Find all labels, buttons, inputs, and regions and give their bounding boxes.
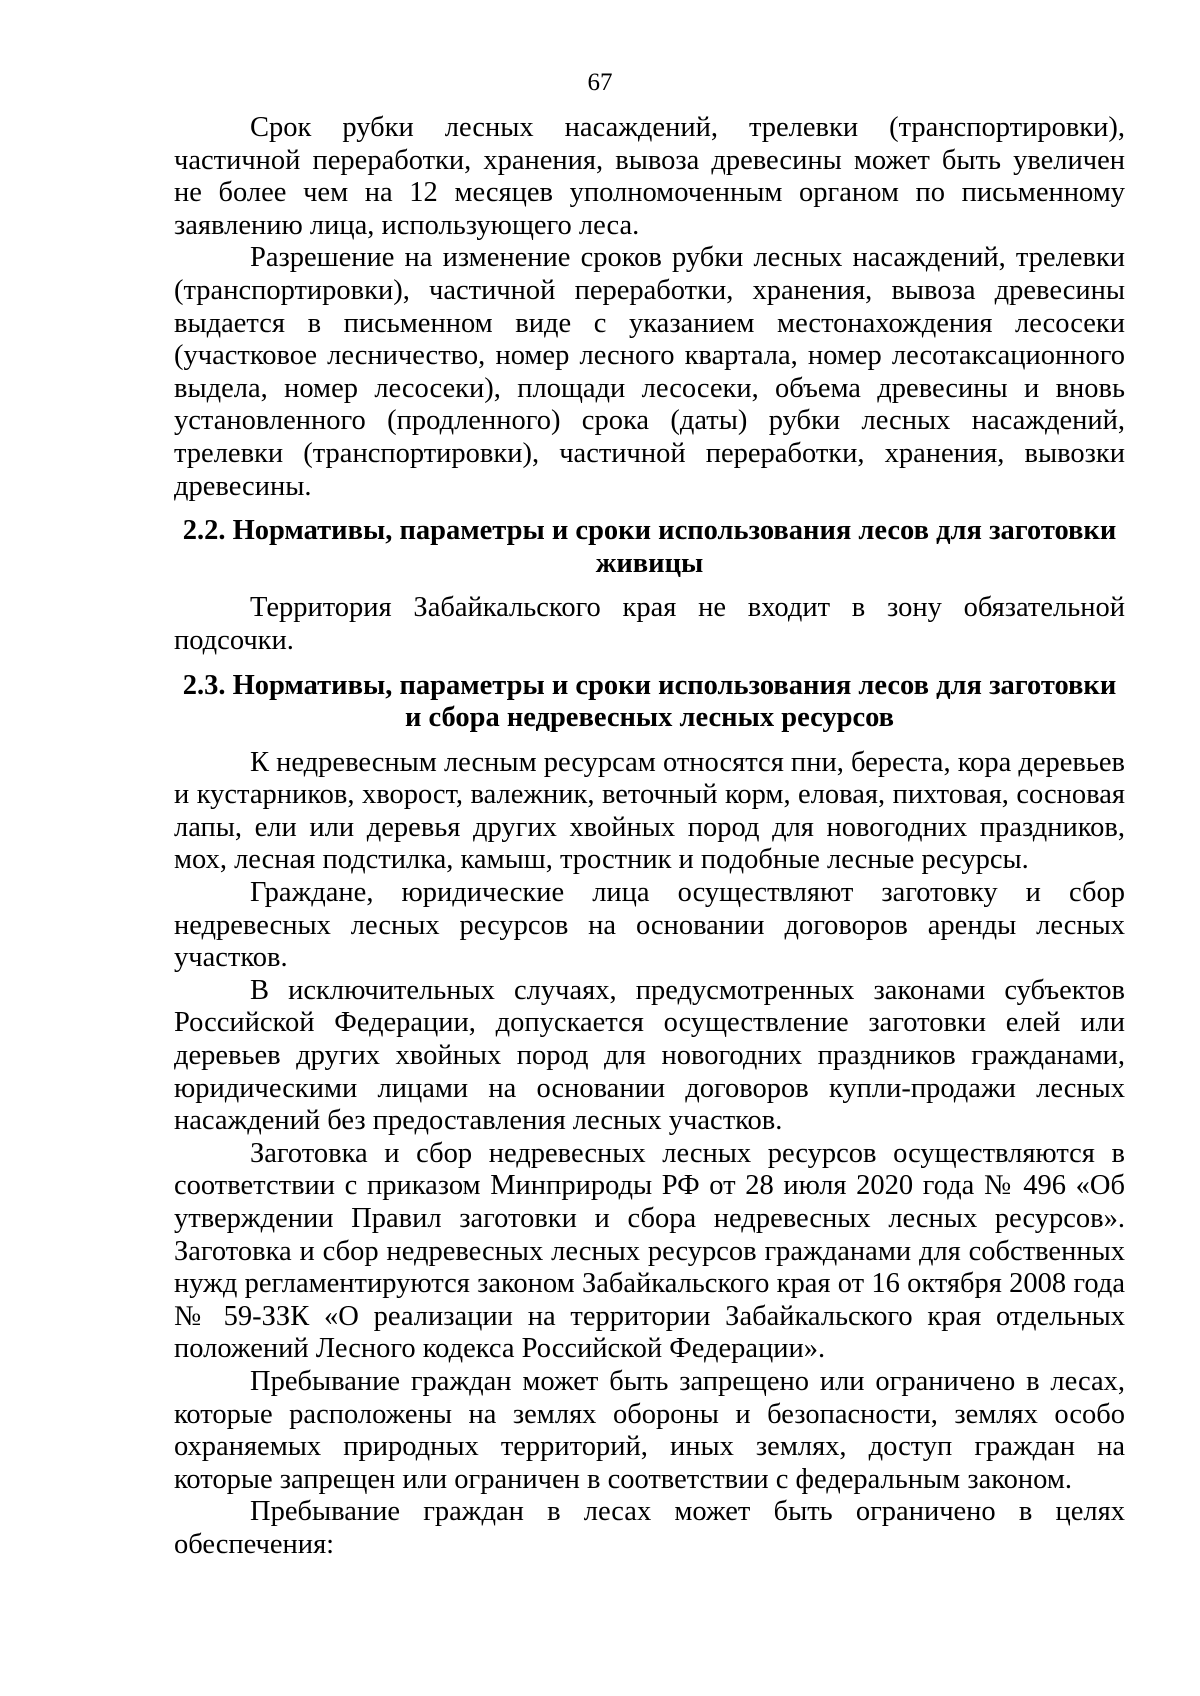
paragraph: Граждане, юридические лица осуществляют заготовку и сбор недревесных лесных ресурсов на основании договоров аренды лесных участков. xyxy=(174,877,1125,974)
section-heading-2-2: 2.2. Нормативы, параметры и сроки использования лесов для заготовки живицы xyxy=(182,515,1117,579)
paragraph: В исключительных случаях, предусмотренных законами субъектов Российской Федерации, допускается осуществление заготовки елей или деревьев других хвойных пород для новогодних праздников гражданами, юридическими лицами на основании договоров купли-продажи лесных насаждений без предоставления лесных участков. xyxy=(174,974,1125,1137)
paragraph: Заготовка и сбор недревесных лесных ресурсов осуществляются в соответствии с приказом Минприроды РФ от 28 июля 2020 года № 496 «Об утверждении Правил заготовки и сбора недревесных лесных ресурсов». Заготовка и сбор недревесных лесных ресурсов гражданами для собственных нужд регламентируются законом Забайкальского края от 16 октября 2008 года № 59-ЗЗК «О реализации на территории Забайкальского края отдельных положений Лесного кодекса Российской Федерации». xyxy=(174,1137,1125,1365)
paragraph: К недревесным лесным ресурсам относятся пни, береста, кора деревьев и кустарников, хворост, валежник, веточный корм, еловая, пихтовая, сосновая лапы, ели или деревья других хвойных пород для новогодних праздников, мох, лесная подстилка, камыш, тростник и подобные лесные ресурсы. xyxy=(174,746,1125,876)
page-content xyxy=(174,112,1125,1562)
section-heading-2-3: 2.3. Нормативы, параметры и сроки использования лесов для заготовки и сбора недревесных лесных ресурсов xyxy=(182,669,1117,734)
paragraph: Пребывание граждан в лесах может быть ограничено в целях обеспечения: xyxy=(174,1496,1125,1560)
paragraph: Разрешение на изменение сроков рубки лесных насаждений, трелевки (транспортировки), частичной переработки, хранения, вывоза древесины выдается в письменном виде с указанием местонахождения лесосеки (участковое лесничество, номер лесного квартала, номер лесотаксационного выдела, номер лесосеки), площади лесосеки, объема древесины и вновь установленного (продленного) срока (даты) рубки лесных насаждений, трелевки (транспортировки), частичной переработки, хранения, вывозки древесины. xyxy=(174,242,1125,502)
paragraph: Пребывание граждан может быть запрещено или ограничено в лесах, которые расположены на землях обороны и безопасности, землях особо охраняемых природных территорий, иных землях, доступ граждан на которые запрещен или ограничен в соответствии с федеральным законом. xyxy=(174,1365,1125,1495)
paragraph: Территория Забайкальского края не входит в зону обязательной подсочки. xyxy=(174,592,1125,656)
page-number: 67 xyxy=(587,69,613,96)
paragraph: Срок рубки лесных насаждений, трелевки (транспортировки), частичной переработки, хранения, вывоза древесины может быть увеличен не более чем на 12 месяцев уполномоченным органом по письменному заявлению лица, использующего леса. xyxy=(174,112,1125,241)
